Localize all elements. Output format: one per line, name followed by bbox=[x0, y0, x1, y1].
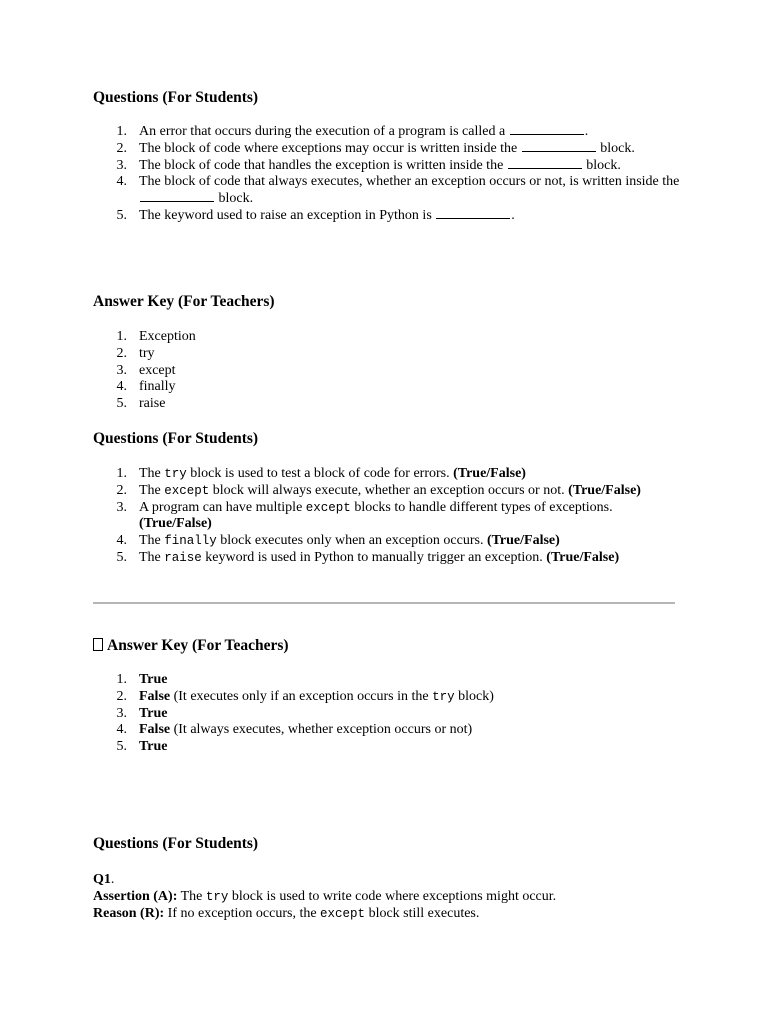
list-item: 1. An error that occurs during the execution of a program is called a . bbox=[116, 124, 589, 139]
list-item: 3. True bbox=[116, 705, 168, 721]
answer-key-list bbox=[93, 329, 683, 413]
section1-heading: Questions (For Students) bbox=[93, 89, 259, 106]
list-item: 3. A program can have multiple except blocks to handle different types of exceptions. (True/False) bbox=[116, 499, 613, 532]
tf-answer-key-list bbox=[93, 672, 683, 756]
reason-line: Reason (R): If no exception occurs, the except block still executes. bbox=[93, 906, 480, 921]
list-item: 5. True bbox=[116, 739, 168, 755]
assertion-line: Assertion (A): The try block is used to write code where exceptions might occur. bbox=[93, 889, 557, 904]
list-item: 3. except bbox=[116, 362, 176, 378]
list-item: 3. The block of code that handles the exception is written inside the block. bbox=[116, 157, 621, 173]
list-item: 4. False (It always executes, whether exception occurs or not) bbox=[116, 722, 473, 738]
list-item: 2. try bbox=[116, 345, 155, 361]
section4-heading: Answer Key (For Teachers) bbox=[93, 636, 289, 656]
list-item: 5. raise bbox=[116, 396, 166, 412]
true-false-label: (True/False) bbox=[453, 466, 526, 481]
list-item: 5. The keyword used to raise an exception in Python is . bbox=[116, 207, 515, 223]
true-false-label: (True/False) bbox=[546, 549, 620, 565]
answer-blank bbox=[508, 158, 582, 169]
fill-blank-questions bbox=[93, 124, 683, 225]
answer-blank bbox=[510, 124, 584, 135]
answer-blank bbox=[522, 141, 596, 152]
list-item: 5. The raise keyword is used in Python to manually trigger an exception. (True/False) bbox=[116, 549, 620, 565]
horizontal-divider bbox=[93, 602, 675, 604]
list-item: 1. True bbox=[116, 672, 168, 687]
section3-heading: Questions (For Students) bbox=[93, 430, 259, 447]
list-item: 1. The try block is used to test a block of code for errors. (True/False) bbox=[116, 466, 526, 481]
list-item: 2. The block of code where exceptions may occur is written inside the block. bbox=[116, 140, 635, 156]
answer-blank bbox=[436, 208, 510, 219]
list-item: 1. Exception bbox=[116, 329, 196, 344]
section5-heading: Questions (For Students) bbox=[93, 835, 259, 852]
question-label: Q1. bbox=[93, 872, 115, 887]
list-item: 2. The except block will always execute, whether an exception occurs or not. (True/False) bbox=[116, 482, 641, 498]
true-false-label: (True/False) bbox=[568, 482, 641, 498]
true-false-questions bbox=[93, 466, 683, 567]
answer-blank bbox=[140, 191, 214, 202]
list-item: 2. False (It executes only if an exception occurs in the try block) bbox=[116, 688, 494, 704]
true-false-label: (True/False) bbox=[486, 533, 560, 549]
true-false-label: (True/False) bbox=[139, 516, 212, 532]
section2-heading: Answer Key (For Teachers) bbox=[93, 293, 275, 310]
box-glyph-icon bbox=[93, 638, 103, 651]
list-item: 4. The finally block executes only when an exception occurs. (True/False) bbox=[116, 533, 560, 549]
list-item: 4. finally bbox=[116, 379, 176, 395]
list-item: 4. The block of code that always executes, whether an exception occurs or not, is written inside the block. bbox=[116, 174, 680, 207]
